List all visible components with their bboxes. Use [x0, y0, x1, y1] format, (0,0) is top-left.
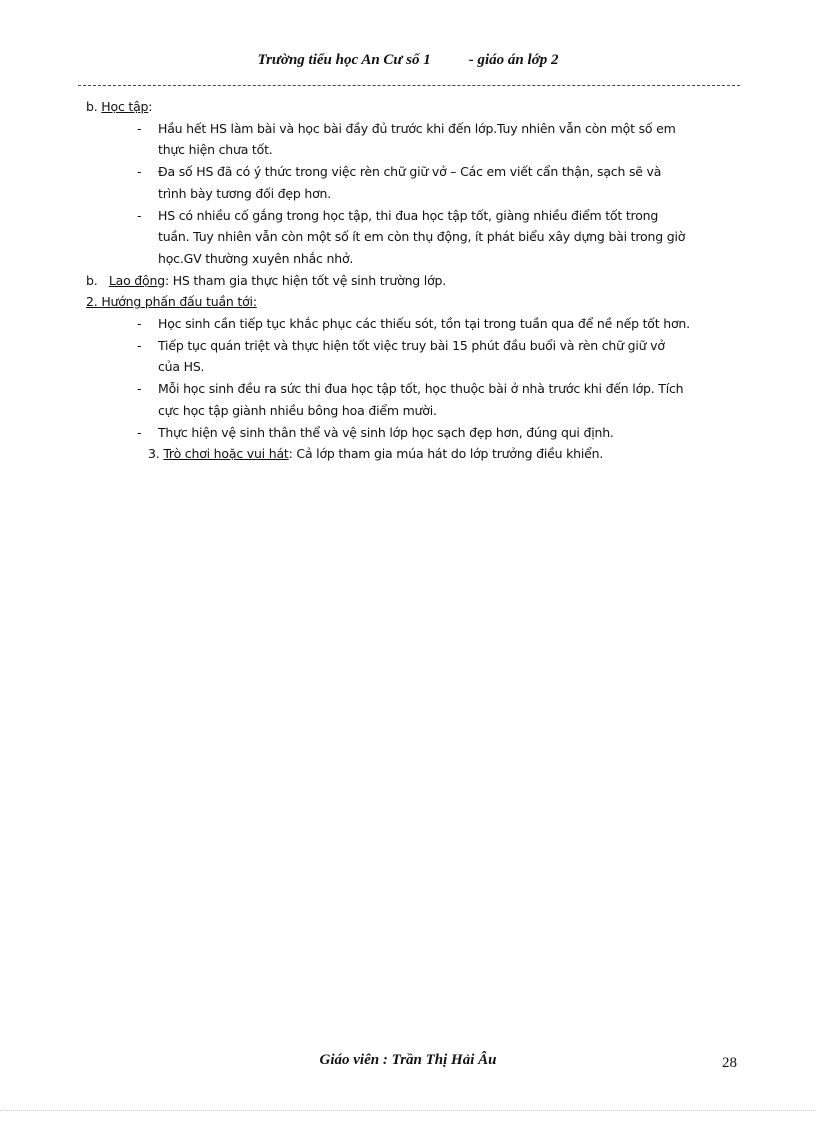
bullet-dash: -: [137, 424, 142, 440]
bullet-dash: -: [137, 337, 142, 353]
section-labor-title: Lao động: [108, 272, 165, 288]
list-item-continuation: cực học tập giành nhiều bông hoa điểm mười.: [158, 402, 437, 418]
list-item: - Mỗi học sinh đều ra sức thi đua học tập tốt, học thuộc bài ở nhà trước khi đến lớp. Tích: [86, 378, 746, 400]
bullet-dash: -: [137, 381, 142, 397]
bullet-dash: -: [137, 164, 142, 180]
list-item-continuation: thực hiện chưa tốt.: [158, 142, 273, 158]
list-item: - Thực hiện vệ sinh thân thể và vệ sinh lớp học sạch đẹp hơn, đúng qui định.: [86, 422, 746, 444]
list-item: - Hầu hết HS làm bài và học bài đầy đủ trước khi đến lớp.Tuy nhiên vẫn còn một số em: [86, 118, 746, 140]
list-item: - Học sinh cần tiếp tục khắc phục các thiếu sót, tồn tại trong tuần qua để nề nếp tốt hơn.: [86, 313, 746, 335]
header-school: Trường tiểu học An Cư số 1: [257, 52, 431, 68]
bullet-dash: -: [137, 120, 142, 136]
page-number: 28: [722, 1055, 737, 1071]
section-direction-heading: [86, 291, 746, 313]
list-item-continuation: của HS.: [158, 359, 205, 375]
section-labor: b. Lao động: HS tham gia thực hiện tốt vệ sinh trường lớp.: [86, 272, 447, 288]
header-divider: [78, 85, 740, 86]
section-study-heading: b. Học tập:: [86, 99, 153, 114]
page-footer: [0, 1052, 816, 1069]
header-subject: - giáo án lớp 2: [468, 52, 559, 68]
page-header: [0, 52, 816, 69]
list-item: - Đa số HS đã có ý thức trong việc rèn chữ giữ vở – Các em viết cẩn thận, sạch sẽ và: [86, 161, 746, 183]
section-study-title: Học tập: [101, 99, 149, 114]
bullet-dash: -: [137, 207, 142, 223]
list-item: - HS có nhiều cố gắng trong học tập, thi đua học tập tốt, giàng nhiều điểm tốt trong: [86, 205, 746, 227]
document-body: [86, 96, 746, 465]
section-games-title: Trò chơi hoặc vui hát: [163, 446, 289, 462]
footer-teacher: Giáo viên : Trần Thị Hải Âu: [319, 1052, 497, 1068]
section-games-text: : Cả lớp tham gia múa hát do lớp trưởng điều khiển.: [288, 446, 604, 462]
bottom-divider: [0, 1110, 816, 1111]
list-item: - Tiếp tục quán triệt và thực hiện tốt việc truy bài 15 phút đầu buổi và rèn chữ giữ vở: [86, 335, 746, 357]
list-item-continuation: trình bày tương đối đẹp hơn.: [158, 185, 332, 201]
section-direction-title: 2. Hướng phấn đấu tuần tới:: [86, 294, 257, 310]
section-games: 3. Trò chơi hoặc vui hát: Cả lớp tham gia múa hát do lớp trưởng điều khiển.: [148, 446, 604, 462]
list-item-continuation: tuần. Tuy nhiên vẫn còn một số ít em còn thụ động, ít phát biểu xây dựng bài trong giờ: [158, 229, 686, 245]
bullet-dash: -: [137, 316, 142, 332]
section-labor-text: : HS tham gia thực hiện tốt vệ sinh trường lớp.: [164, 272, 447, 288]
list-item-continuation: học.GV thường xuyên nhắc nhở.: [158, 250, 354, 266]
